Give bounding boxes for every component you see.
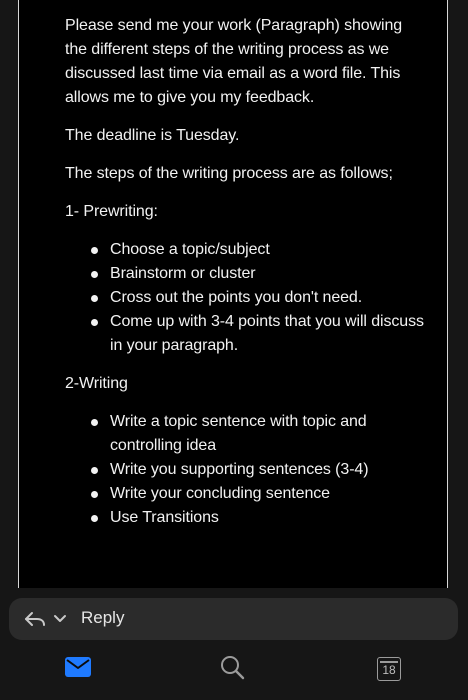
reply-bar[interactable] [9,598,458,640]
section-2-title: 2-Writing [65,375,128,392]
intro-paragraph: Please send me your work (Paragraph) showing the different steps of the writing process as we discussed last time via email as a word file. This allows me to give you my feedback. [65,17,403,106]
search-icon [219,654,245,685]
list-item: Cross out the points you don't need. [110,286,425,310]
chevron-down-icon[interactable] [53,612,67,630]
reply-icon[interactable] [23,609,47,634]
mail-icon [64,656,92,683]
list-item: Come up with 3-4 points that you will discuss in your paragraph. [110,310,425,358]
list-item: Choose a topic/subject [110,238,425,262]
search-tab[interactable] [217,654,247,684]
calendar-day: 18 [382,663,396,677]
calendar-icon [377,657,401,681]
reply-label[interactable]: Reply [81,608,125,627]
list-item: Write a topic sentence with topic and controlling idea [110,410,425,458]
list-item: Write you supporting sentences (3-4) [110,458,425,482]
bottom-tab-bar [0,640,468,700]
list-item: Use Transitions [110,506,425,530]
list-item: Write your concluding sentence [110,482,425,506]
section-2-list [65,410,425,530]
steps-intro-text: The steps of the writing process are as follows; [65,165,393,182]
message-body [65,14,425,544]
section-1-list [65,238,425,358]
mail-tab[interactable] [63,654,93,684]
message-card [18,0,448,588]
section-1-title: 1- Prewriting: [65,203,158,220]
calendar-tab[interactable] [374,654,404,684]
deadline-text: The deadline is Tuesday. [65,127,240,144]
list-item: Brainstorm or cluster [110,262,425,286]
